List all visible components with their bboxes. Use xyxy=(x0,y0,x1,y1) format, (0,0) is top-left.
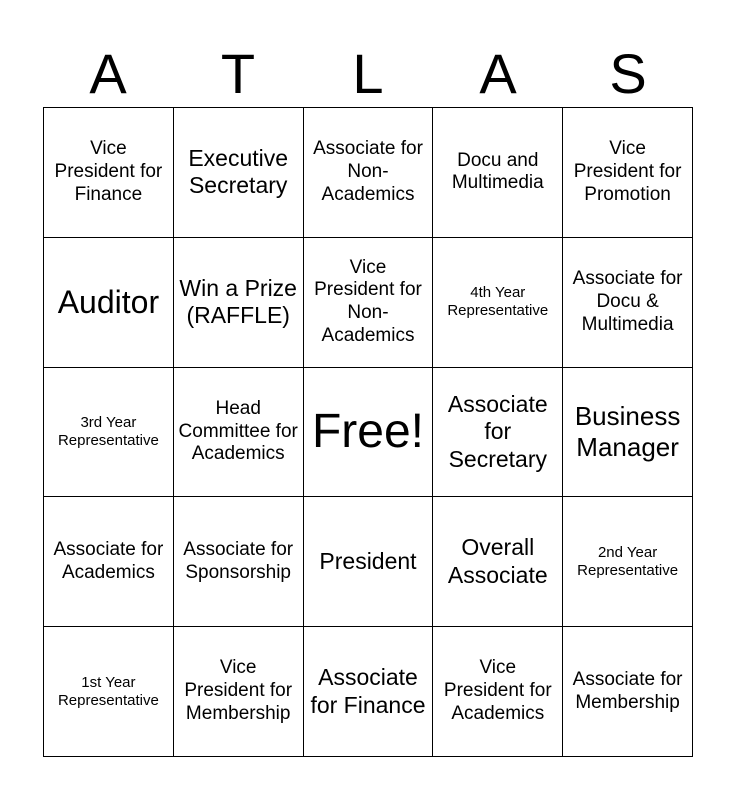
bingo-board xyxy=(43,107,693,757)
bingo-cell[interactable]: Vice President for Promotion xyxy=(563,108,693,238)
bingo-cell[interactable]: Vice President for Academics xyxy=(433,627,563,757)
bingo-cell[interactable]: Associate for Academics xyxy=(44,497,174,627)
bingo-cell[interactable]: Overall Associate xyxy=(433,497,563,627)
header-letter-5: S xyxy=(609,42,647,105)
bingo-cell[interactable]: 3rd Year Representative xyxy=(44,368,174,498)
bingo-header xyxy=(43,40,693,108)
bingo-cell[interactable]: 2nd Year Representative xyxy=(563,497,693,627)
bingo-cell[interactable]: Vice President for Non-Academics xyxy=(304,238,434,368)
header-letter-1: A xyxy=(89,42,127,105)
bingo-cell[interactable]: Associate for Membership xyxy=(563,627,693,757)
bingo-cell[interactable]: Associate for Docu & Multimedia xyxy=(563,238,693,368)
header-letter-4: A xyxy=(479,42,517,105)
bingo-cell[interactable]: Associate for Sponsorship xyxy=(174,497,304,627)
bingo-cell[interactable]: Associate for Secretary xyxy=(433,368,563,498)
free-space-cell[interactable]: Free! xyxy=(304,368,434,498)
bingo-cell[interactable]: Win a Prize (RAFFLE) xyxy=(174,238,304,368)
bingo-cell[interactable]: Business Manager xyxy=(563,368,693,498)
bingo-cell[interactable]: Executive Secretary xyxy=(174,108,304,238)
bingo-cell[interactable]: Vice President for Membership xyxy=(174,627,304,757)
bingo-cell[interactable]: Associate for Non-Academics xyxy=(304,108,434,238)
header-letter-2: T xyxy=(220,42,256,105)
bingo-cell[interactable]: Associate for Finance xyxy=(304,627,434,757)
header-letter-3: L xyxy=(352,42,384,105)
bingo-cell[interactable]: 4th Year Representative xyxy=(433,238,563,368)
bingo-cell[interactable]: Vice President for Finance xyxy=(44,108,174,238)
bingo-cell[interactable]: President xyxy=(304,497,434,627)
bingo-cell[interactable]: Docu and Multimedia xyxy=(433,108,563,238)
bingo-cell[interactable]: Auditor xyxy=(44,238,174,368)
bingo-cell[interactable]: Head Committee for Academics xyxy=(174,368,304,498)
bingo-cell[interactable]: 1st Year Representative xyxy=(44,627,174,757)
